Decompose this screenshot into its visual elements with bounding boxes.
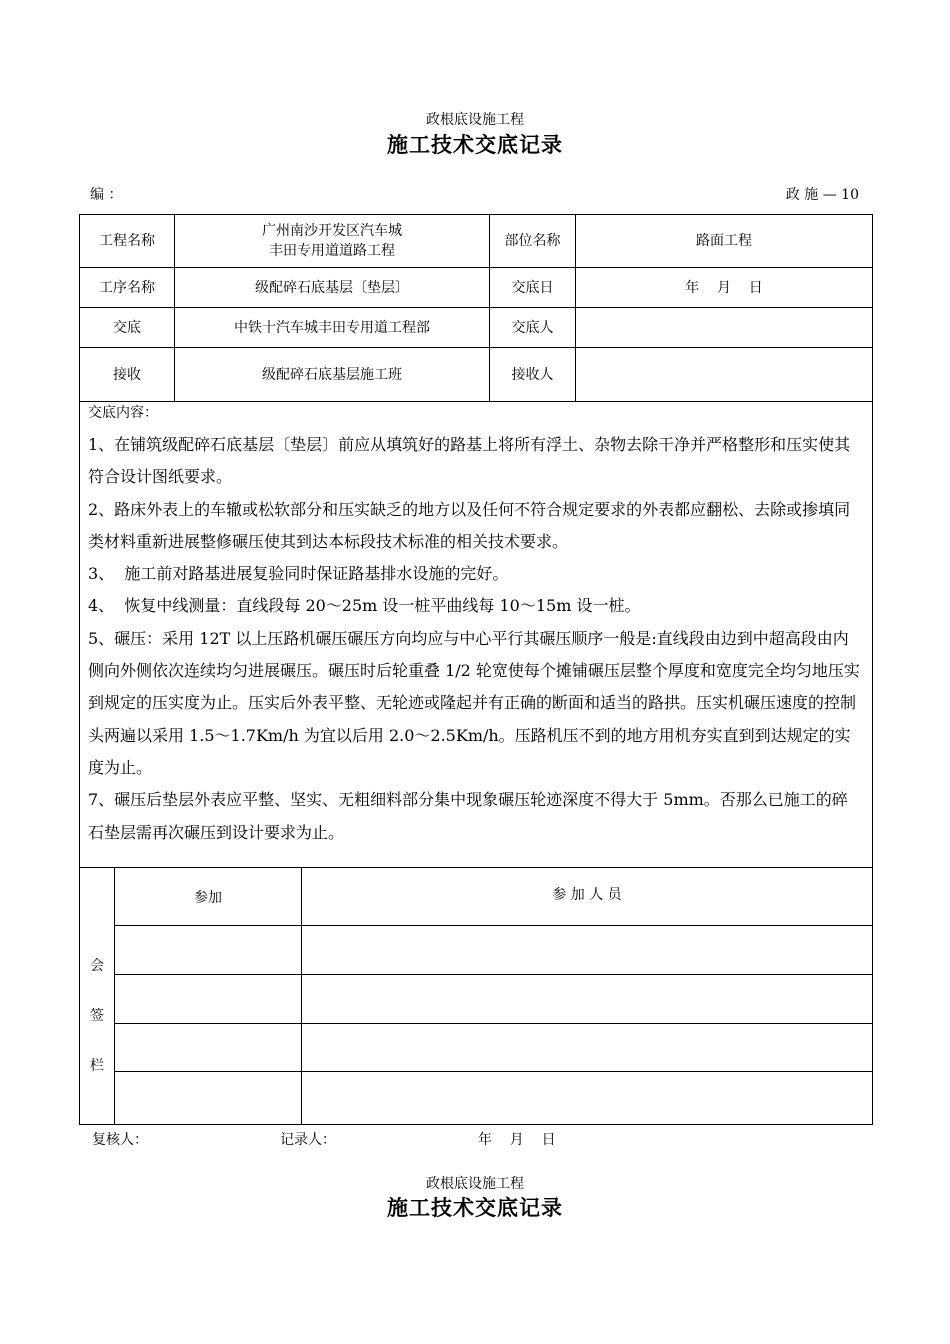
signature-cell[interactable] <box>115 926 302 975</box>
side-label-char: 栏 <box>90 1058 104 1074</box>
document-title: 施工技术交底记录 <box>387 132 563 157</box>
participant-names-header: 参 加 人 员 <box>302 868 873 926</box>
table-row <box>80 926 873 975</box>
form-code: 政 施 — 10 <box>785 187 859 203</box>
receive-value: 级配碎石底基层施工班 <box>175 348 490 402</box>
process-label: 工序名称 <box>80 268 175 308</box>
countersign-side-label <box>80 868 115 1125</box>
handover-person-label: 交底人 <box>490 308 576 348</box>
project-name-value <box>175 215 490 268</box>
content-paragraph: 7、碾压后垫层外表应平整、坚实、无粗细料部分集中现象碾压轮迹深度不得大于 5mm。否那么已施工的碎石垫层需再次碾压到设计要求为止。 <box>88 790 848 842</box>
handover-info-table <box>79 214 873 868</box>
table-row <box>80 215 873 268</box>
content-paragraph: 4、 恢复中线测量：直线段每 20～25m 设一桩平曲线每 10～15m 设一桩。 <box>88 596 641 616</box>
content-heading: 交底内容： <box>88 405 158 421</box>
receiver-value <box>576 348 873 402</box>
process-value: 级配碎石底基层〔垫层〕 <box>175 268 490 308</box>
bian-label: 编 ： <box>90 187 123 203</box>
table-row <box>80 348 873 402</box>
date-label: 交底日 <box>490 268 576 308</box>
table-row <box>80 308 873 348</box>
table-row <box>80 868 873 926</box>
signature-cell[interactable] <box>115 975 302 1024</box>
signature-cell[interactable] <box>302 1024 873 1072</box>
document-subtitle: 政根底设施工程 <box>426 112 524 128</box>
project-name-label: 工程名称 <box>80 215 175 268</box>
signature-cell[interactable] <box>302 975 873 1024</box>
participant-unit-header: 参加 <box>115 868 302 926</box>
next-page-title: 施工技术交底记录 <box>387 1195 563 1220</box>
content-paragraph: 1、在铺筑级配碎石底基层〔垫层〕前应从填筑好的路基上将所有浮土、杂物去除干净并严格整形和压实使其符合设计图纸要求。 <box>88 435 851 487</box>
signature-table <box>79 867 873 1125</box>
section-label: 部位名称 <box>490 215 576 268</box>
handover-person-value <box>576 308 873 348</box>
receive-label: 接收 <box>80 348 175 402</box>
section-value: 路面工程 <box>576 215 873 268</box>
footer-date: 年 月 日 <box>478 1132 556 1148</box>
table-row <box>80 268 873 308</box>
handover-label: 交底 <box>80 308 175 348</box>
project-name-line1: 广州南沙开发区汽车城 <box>262 223 402 239</box>
table-row <box>80 1072 873 1125</box>
content-paragraph: 5、碾压：采用 12T 以上压路机碾压碾压方向均应与中心平行其碾压顺序一般是:直线段由边到中超高段由内侧向外侧依次连续均匀进展碾压。碾压时后轮重叠 1/2 轮宽使每个摊铺碾压层整个厚度和宽度完全均匀地压实到规定的压实度为止。压实后外表平整、无轮迹或隆起并有正确的断面和适当的路拱。压实机碾压速度的控制头两遍以采用 1.5～1.7Km/h 为宜以后用 2.0～2.5Km/h。压路机压不到的地方用机夯实直到到达规定的实度为止。 <box>88 628 860 777</box>
signature-cell[interactable] <box>302 1072 873 1125</box>
table-row <box>80 1024 873 1072</box>
content-paragraph: 2、路床外表上的车辙或松软部分和压实缺乏的地方以及任何不符合规定要求的外表都应翻松、去除或掺填同类材料重新进展整修碾压使其到达本标段技术标准的相关技术要求。 <box>88 499 851 551</box>
handover-content-cell <box>80 402 873 868</box>
content-paragraph: 3、 施工前对路基进展复验同时保证路基排水设施的完好。 <box>88 564 509 584</box>
recorder-label: 记录人： <box>280 1132 336 1148</box>
reviewer-label: 复核人： <box>92 1132 148 1148</box>
date-value: 年 月 日 <box>576 268 873 308</box>
content-body <box>88 429 862 849</box>
project-name-line2: 丰田专用道道路工程 <box>269 243 395 259</box>
table-row <box>80 975 873 1024</box>
handover-value: 中铁十汽车城丰田专用道工程部 <box>175 308 490 348</box>
next-page-subtitle: 政根底设施工程 <box>426 1176 524 1192</box>
signature-cell[interactable] <box>302 926 873 975</box>
side-label-char: 签 <box>90 1008 104 1024</box>
content-row <box>80 402 873 868</box>
side-label-char: 会 <box>90 958 104 974</box>
receiver-label: 接收人 <box>490 348 576 402</box>
signature-cell[interactable] <box>115 1024 302 1072</box>
signature-cell[interactable] <box>115 1072 302 1125</box>
